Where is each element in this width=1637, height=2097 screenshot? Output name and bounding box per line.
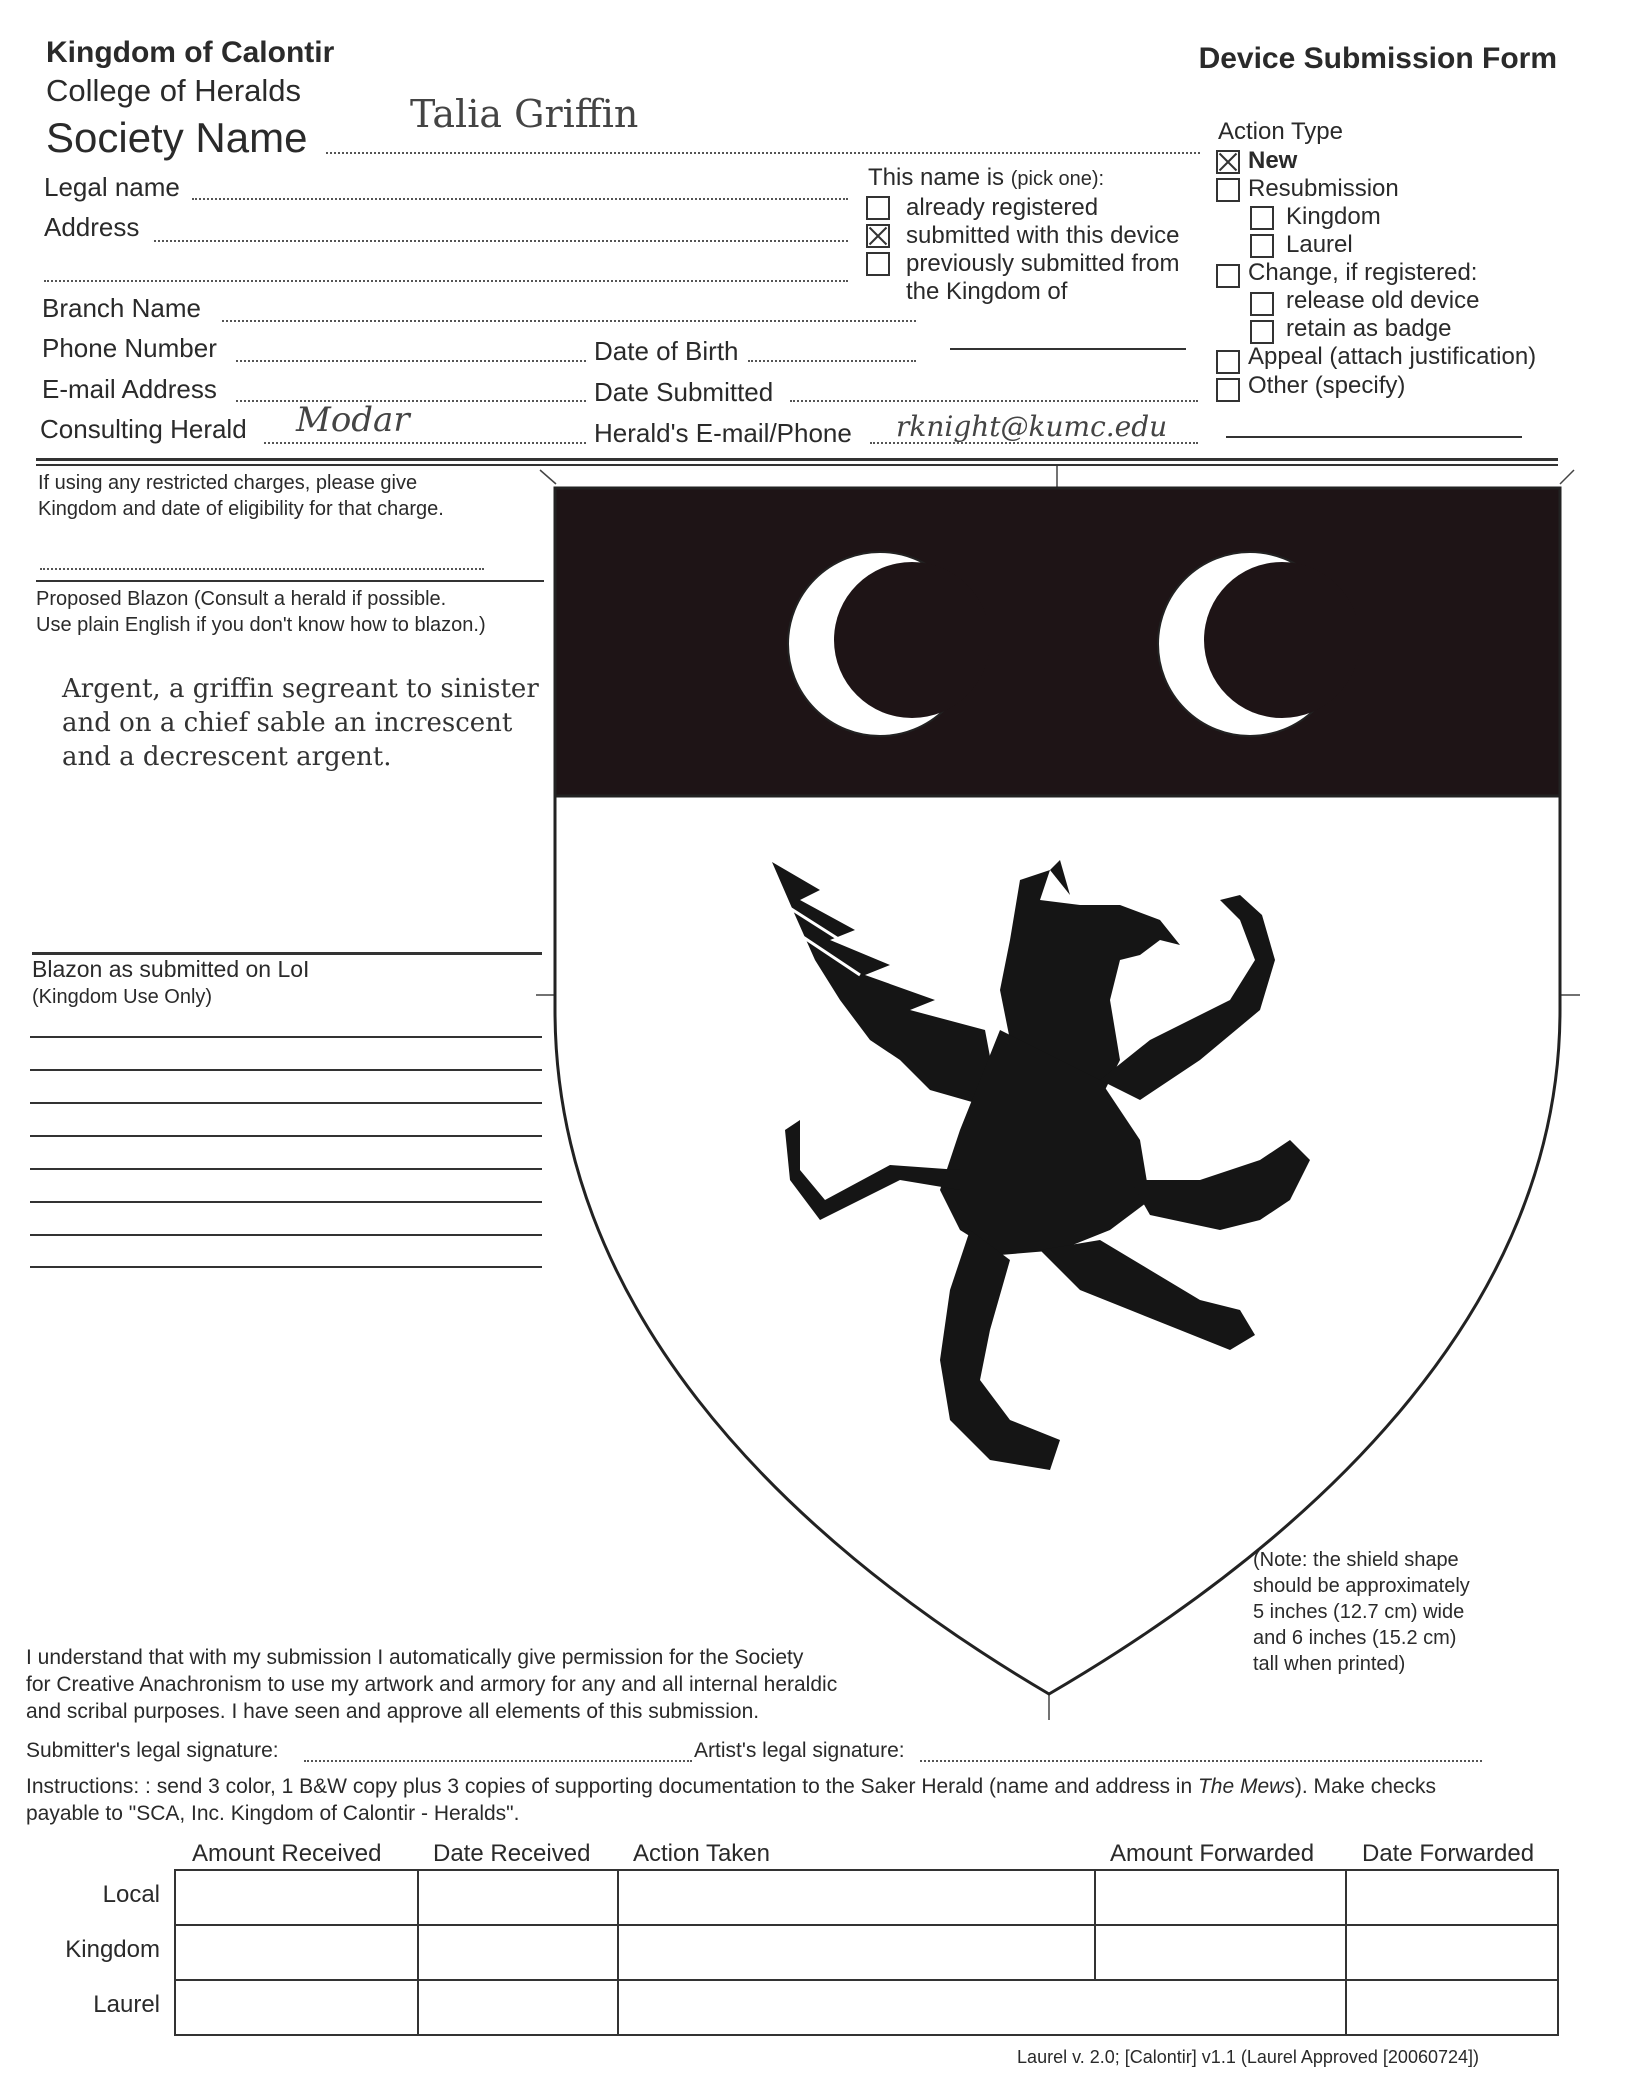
column-header: Action Taken [633, 1840, 770, 1867]
name-option-label: already registered [906, 194, 1099, 221]
date-submitted-label: Date Submitted [594, 377, 774, 407]
table-cell[interactable] [618, 1925, 1095, 1980]
name-option-label: submitted with this device [906, 222, 1180, 249]
herald-contact-label: Herald's E-mail/Phone [594, 418, 852, 448]
table-cell[interactable] [1346, 1870, 1558, 1925]
branch-name-label: Branch Name [42, 293, 201, 323]
table-cell[interactable] [175, 1870, 418, 1925]
consulting-herald-label: Consulting Herald [40, 414, 247, 444]
action-appeal-label: Appeal (attach justification) [1248, 343, 1537, 370]
table-cell[interactable] [1346, 1925, 1558, 1980]
table-cell[interactable] [1095, 1870, 1346, 1925]
table-row [175, 1925, 1558, 1980]
shield-chief [555, 488, 1560, 796]
column-header: Date Forwarded [1362, 1840, 1535, 1867]
table-cell[interactable] [418, 1870, 618, 1925]
action-change-label: Change, if registered: [1248, 259, 1478, 286]
submitter-signature-field[interactable] [304, 1760, 692, 1762]
phone-label: Phone Number [42, 333, 217, 363]
herald-contact-value: rknight@kumc.edu [896, 410, 1168, 443]
permission-statement: I understand that with my submission I automatically give permission for the Society for Creative Anachronism to use my artwork and armory for any and all internal heraldic and scribal purposes. I have seen and approve all elements of this submission. [26, 1646, 838, 1723]
tracking-table [174, 1869, 1559, 2036]
table-cell[interactable] [418, 1925, 618, 1980]
dob-label: Date of Birth [594, 336, 739, 366]
society-name-label: Society Name [46, 114, 308, 161]
action-resubmission-label: Resubmission [1248, 175, 1399, 202]
form-title: Device Submission Form [1198, 42, 1557, 75]
name-status-title: This name is (pick one): [868, 164, 1105, 191]
crop-mark [1560, 470, 1574, 484]
artist-signature-label: Artist's legal signature: [694, 1739, 905, 1762]
column-header: Amount Received [192, 1840, 382, 1867]
proposed-blazon-text[interactable]: Argent, a griffin segreant to sinister and on a chief sable an increscent and a decrescent argent. [62, 674, 539, 772]
column-header: Date Received [433, 1840, 591, 1867]
table-cell[interactable] [618, 1870, 1095, 1925]
name-option-label: previously submitted from [906, 250, 1180, 277]
email-label: E-mail Address [42, 374, 217, 404]
society-name-value: Talia Griffin [410, 92, 639, 136]
consulting-herald-value: Modar [296, 400, 410, 440]
table-cell[interactable] [175, 1925, 418, 1980]
table-cell[interactable] [1095, 1925, 1346, 1980]
kingdom-of-label: the Kingdom of [906, 278, 1068, 305]
table-row [175, 1870, 1558, 1925]
instructions: Instructions: : send 3 color, 1 B&W copy plus 3 copies of supporting documentation to the Saker Herald (name and address in The Mews). Make checks payable to "SCA, Inc. Kingdom of Calontir - Heralds". [26, 1775, 1437, 1825]
restricted-note: If using any restricted charges, please give Kingdom and date of eligibility for that charge. [38, 472, 444, 520]
action-new-label: New [1248, 147, 1298, 174]
shield-size-note: (Note: the shield shape should be approximately 5 inches (12.7 cm) wide and 6 inches (15.2 cm) tall when printed) [1253, 1549, 1470, 1675]
table-cell[interactable] [418, 1980, 618, 2035]
action-kingdom-label: Kingdom [1286, 203, 1381, 230]
action-release-label: release old device [1286, 287, 1480, 314]
table-row [175, 1980, 1558, 2035]
lol-title: Blazon as submitted on LoI [32, 956, 310, 982]
action-laurel-label: Laurel [1286, 231, 1353, 258]
row-label: Laurel [93, 1991, 160, 2018]
crop-mark [540, 470, 556, 484]
table-cell[interactable] [618, 1980, 1346, 2035]
footer-version: Laurel v. 2.0; [Calontir] v1.1 (Laurel Approved [20060724]) [1017, 2047, 1479, 2067]
lol-note: (Kingdom Use Only) [32, 986, 213, 1008]
artist-signature-field[interactable] [920, 1760, 1482, 1762]
action-other-label: Other (specify) [1248, 372, 1406, 399]
table-cell[interactable] [175, 1980, 418, 2035]
legal-name-label: Legal name [44, 172, 180, 202]
kingdom-title: Kingdom of Calontir [46, 36, 335, 69]
action-retain-label: retain as badge [1286, 315, 1452, 342]
row-label: Kingdom [65, 1936, 160, 1963]
address-label: Address [44, 212, 140, 242]
row-label: Local [102, 1881, 160, 1908]
table-cell[interactable] [1346, 1980, 1558, 2035]
column-header: Amount Forwarded [1110, 1840, 1315, 1867]
proposed-blazon-title: Proposed Blazon (Consult a herald if possible. Use plain English if you don't know how to blazon.) [36, 588, 486, 636]
submitter-signature-label: Submitter's legal signature: [26, 1739, 279, 1762]
college-title: College of Heralds [46, 73, 302, 108]
action-type-title: Action Type [1218, 118, 1343, 145]
